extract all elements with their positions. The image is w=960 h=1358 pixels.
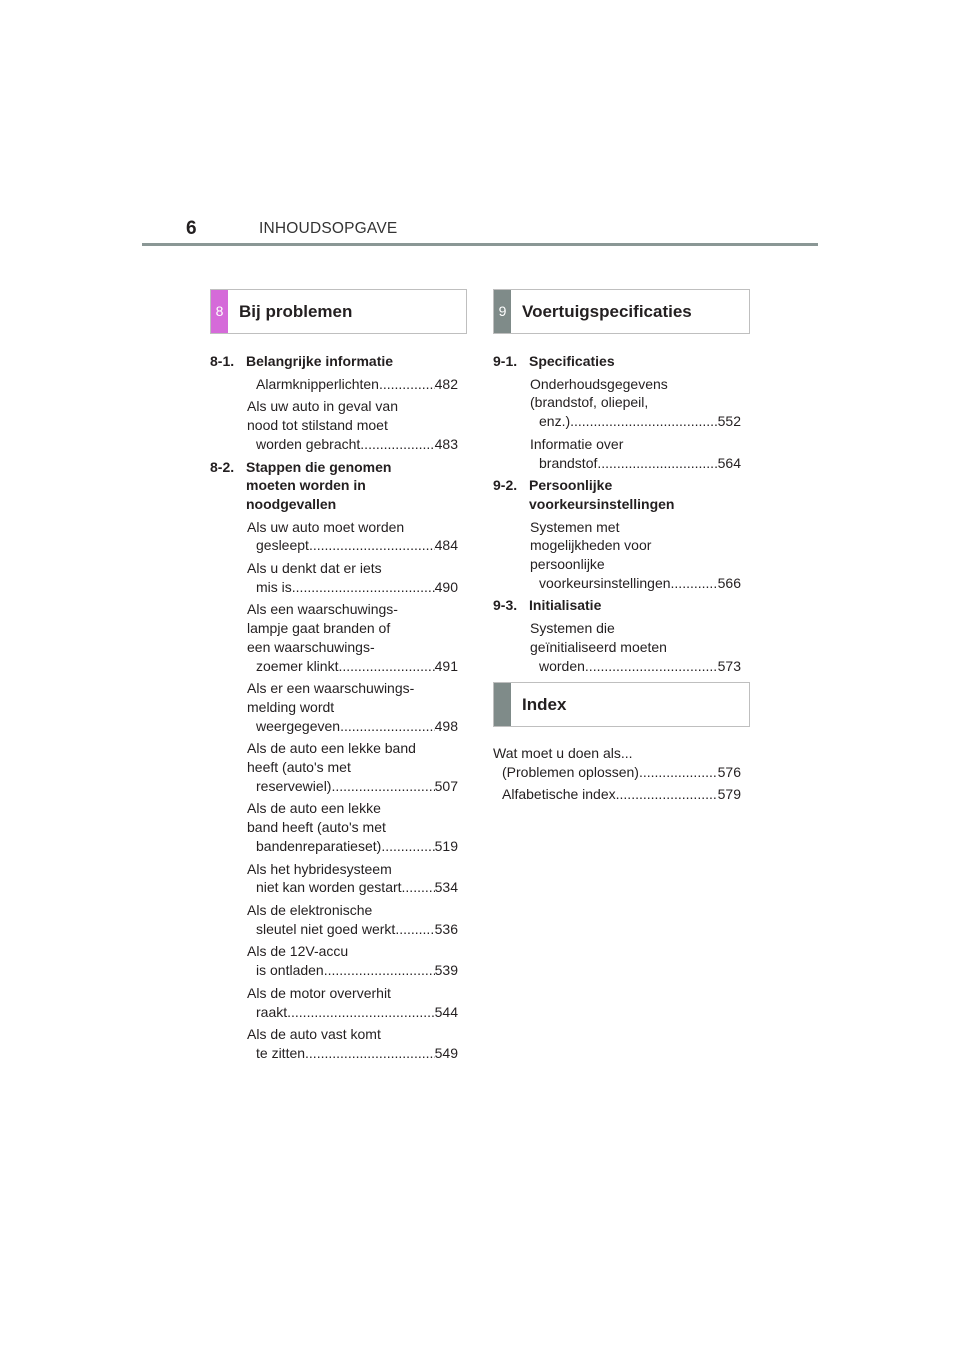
dot-leader <box>292 578 435 597</box>
toc-entry-row <box>539 657 741 676</box>
toc-entry-row <box>256 1044 458 1063</box>
toc-entry <box>493 435 741 472</box>
toc-entry-text: mogelijkheden voor <box>530 537 652 554</box>
toc-entry-text: Als uw auto moet worden <box>247 518 405 535</box>
dot-leader <box>381 837 434 856</box>
toc-entry-text: sleutel niet goed werkt <box>256 920 396 937</box>
subsection-title-line: Stappen die genomen <box>246 458 392 475</box>
subsection-title-line: moeten worden in <box>246 477 366 494</box>
toc-entry <box>493 518 741 593</box>
toc-entry-row <box>502 785 741 804</box>
toc-entry-text: Wat moet u doen als... <box>493 745 633 761</box>
toc-entry-text: mis is <box>256 578 292 595</box>
toc-entry-row <box>539 454 741 473</box>
subsection-title <box>529 596 741 615</box>
page-ref: 566 <box>717 574 741 591</box>
dot-leader <box>309 536 435 555</box>
toc-entry-text: Onderhoudsgegevens <box>530 375 668 392</box>
toc-entry-text: (Problemen oplossen) <box>502 763 639 780</box>
subsection-title <box>246 352 458 371</box>
toc-entry-row <box>256 578 458 597</box>
page-ref: 482 <box>434 375 458 392</box>
section-8-header <box>210 289 467 334</box>
toc-entry-text: brandstof <box>539 454 598 471</box>
dot-leader <box>379 375 435 394</box>
subsection-title-line: Initialisatie <box>529 597 602 614</box>
toc-entry <box>210 518 458 555</box>
toc-entry-text: Als het hybridesysteem <box>247 860 392 877</box>
page-ref: 539 <box>434 962 458 979</box>
toc-entry-text: worden <box>539 657 585 674</box>
toc-entry <box>493 375 741 431</box>
toc-entry <box>210 901 458 938</box>
toc-entry-text: Als de elektronische <box>247 901 373 918</box>
dot-leader <box>395 920 434 939</box>
toc-entry-text: zoemer klinkt <box>256 657 339 674</box>
subsection-title <box>529 352 741 371</box>
toc-entry-text: Als de auto een lekke band <box>247 740 416 757</box>
toc-entry-text: een waarschuwings- <box>247 638 375 655</box>
page-ref: 536 <box>434 920 458 937</box>
subsection-number: 9-3. <box>493 597 518 614</box>
toc-entry-text: heeft (auto's met <box>247 759 351 776</box>
toc-entry-text: melding wordt <box>247 698 335 715</box>
toc-entry-row <box>256 435 458 454</box>
index-tab <box>494 683 511 726</box>
toc-entry <box>210 942 458 979</box>
toc-entry <box>210 799 458 855</box>
subsection-title <box>246 458 458 514</box>
toc-entry-text: weergegeven <box>256 717 341 734</box>
toc-entry-text: is ontladen <box>256 962 324 979</box>
page-number: 6 <box>186 218 197 239</box>
dot-leader <box>402 878 435 897</box>
dot-leader <box>360 435 434 454</box>
toc-entry-row <box>256 1003 458 1022</box>
section-9-header <box>493 289 750 334</box>
toc-entry-row <box>256 657 458 676</box>
page-ref: 507 <box>434 777 458 794</box>
subsection-number: 8-1. <box>210 353 235 369</box>
toc-entry <box>210 1025 458 1062</box>
toc-entry-text: Alfabetische index <box>502 786 616 803</box>
toc-entry-text: Systemen met <box>530 518 620 535</box>
dot-leader <box>671 574 718 593</box>
subsection-heading <box>493 596 741 615</box>
subsection-heading <box>493 476 741 513</box>
subsection-number: 9-2. <box>493 477 518 494</box>
subsection-title-line: Persoonlijke <box>529 477 613 494</box>
dot-leader <box>324 961 435 980</box>
toc-entry-text: worden gebracht <box>256 435 361 452</box>
section-9-tab: 9 <box>494 290 511 333</box>
page-ref: 576 <box>717 763 741 780</box>
index-section-header <box>493 682 750 727</box>
toc-entry-text: nood tot stilstand moet <box>247 417 388 434</box>
toc-entry-row <box>256 961 458 980</box>
toc-entry-text: niet kan worden gestart <box>256 879 402 896</box>
toc-entry-text: Als u denkt dat er iets <box>247 560 382 577</box>
section-8-tab: 8 <box>211 290 228 333</box>
toc-entry-text: raakt <box>256 1003 288 1020</box>
toc-entry-text: Alarmknipperlichten <box>256 375 379 392</box>
toc-entry <box>210 397 458 453</box>
toc-entry <box>493 785 741 804</box>
toc-entry <box>493 619 741 675</box>
toc-entry-text: geïnitialiseerd moeten <box>530 638 667 655</box>
page-ref: 549 <box>434 1044 458 1061</box>
toc-entry-text: (brandstof, oliepeil, <box>530 394 649 411</box>
page-title: INHOUDSOPGAVE <box>259 220 398 237</box>
toc-entry-text: bandenreparatieset) <box>256 837 382 854</box>
subsection-title-line: noodgevallen <box>246 495 337 512</box>
page-ref: 573 <box>717 657 741 674</box>
toc-left-column <box>210 352 458 1067</box>
toc-entry-text: band heeft (auto's met <box>247 819 386 836</box>
index-list <box>493 744 741 808</box>
toc-entry-text: Als de auto een lekke <box>247 800 381 817</box>
toc-entry-text: Als een waarschuwings- <box>247 601 398 618</box>
section-8-title: Bij problemen <box>239 302 353 321</box>
toc-entry <box>210 375 458 394</box>
dot-leader <box>305 1044 435 1063</box>
subsection-heading <box>493 352 741 371</box>
page-ref: 519 <box>434 837 458 854</box>
subsection-title <box>529 476 741 513</box>
dot-leader <box>338 657 434 676</box>
toc-entry-row <box>256 717 458 736</box>
toc-entry-row <box>539 412 741 431</box>
subsection-number: 8-2. <box>210 458 235 475</box>
toc-entry-text: Als uw auto in geval van <box>247 398 398 415</box>
toc-entry-text: voorkeursinstellingen <box>539 574 671 591</box>
toc-entry-row <box>256 878 458 897</box>
toc-entry-row <box>256 837 458 856</box>
page-ref: 484 <box>434 537 458 554</box>
index-title: Index <box>522 695 567 714</box>
toc-entry <box>210 860 458 897</box>
page-ref: 579 <box>717 786 741 803</box>
toc-entry <box>210 739 458 795</box>
page-ref: 491 <box>434 657 458 674</box>
toc-entry-row <box>256 375 458 394</box>
toc-entry <box>210 600 458 675</box>
header-rule <box>142 243 818 246</box>
page-ref: 483 <box>434 435 458 452</box>
dot-leader <box>597 454 717 473</box>
toc-entry-text: enz.) <box>539 413 571 430</box>
subsection-title-line: Specificaties <box>529 353 615 369</box>
toc-entry-text: Als de motor oververhit <box>247 984 391 1001</box>
page-ref: 534 <box>434 879 458 896</box>
toc-entry <box>210 984 458 1021</box>
toc-entry-row <box>256 536 458 555</box>
dot-leader <box>340 717 435 736</box>
toc-entry-row <box>256 777 458 796</box>
toc-entry <box>493 744 741 781</box>
toc-entry-text: Systemen die <box>530 620 615 637</box>
toc-entry <box>210 679 458 735</box>
subsection-title-line: voorkeursinstellingen <box>529 495 675 512</box>
dot-leader <box>331 777 434 796</box>
section-9-title: Voertuigspecificaties <box>522 302 692 321</box>
toc-entry-row <box>539 574 741 593</box>
toc-entry-row <box>256 920 458 939</box>
toc-entry-row <box>502 763 741 782</box>
dot-leader <box>616 785 718 804</box>
page-ref: 552 <box>717 413 741 430</box>
toc-entry-text: Als de auto vast komt <box>247 1026 381 1043</box>
dot-leader <box>287 1003 435 1022</box>
toc-entry-text: te zitten <box>256 1044 306 1061</box>
dot-leader <box>585 657 718 676</box>
dot-leader <box>639 763 718 782</box>
page-ref: 564 <box>717 454 741 471</box>
page-ref: 490 <box>434 578 458 595</box>
toc-entry-text: lampje gaat branden of <box>247 620 391 637</box>
subsection-title-line: Belangrijke informatie <box>246 353 394 369</box>
subsection-heading <box>210 352 458 371</box>
toc-entry <box>210 559 458 596</box>
page-ref: 498 <box>434 717 458 734</box>
page-ref: 544 <box>434 1003 458 1020</box>
toc-entry-text: Als er een waarschuwings- <box>247 680 415 697</box>
subsection-heading <box>210 458 458 514</box>
toc-entry-text: Als de 12V-accu <box>247 943 349 960</box>
toc-entry-text: gesleept <box>256 537 309 554</box>
toc-entry-text: reservewiel) <box>256 777 332 794</box>
toc-entry-text: persoonlijke <box>530 556 605 573</box>
toc-entry-text: Informatie over <box>530 435 624 452</box>
toc-right-column <box>493 352 741 679</box>
subsection-number: 9-1. <box>493 353 518 369</box>
dot-leader <box>570 412 718 431</box>
